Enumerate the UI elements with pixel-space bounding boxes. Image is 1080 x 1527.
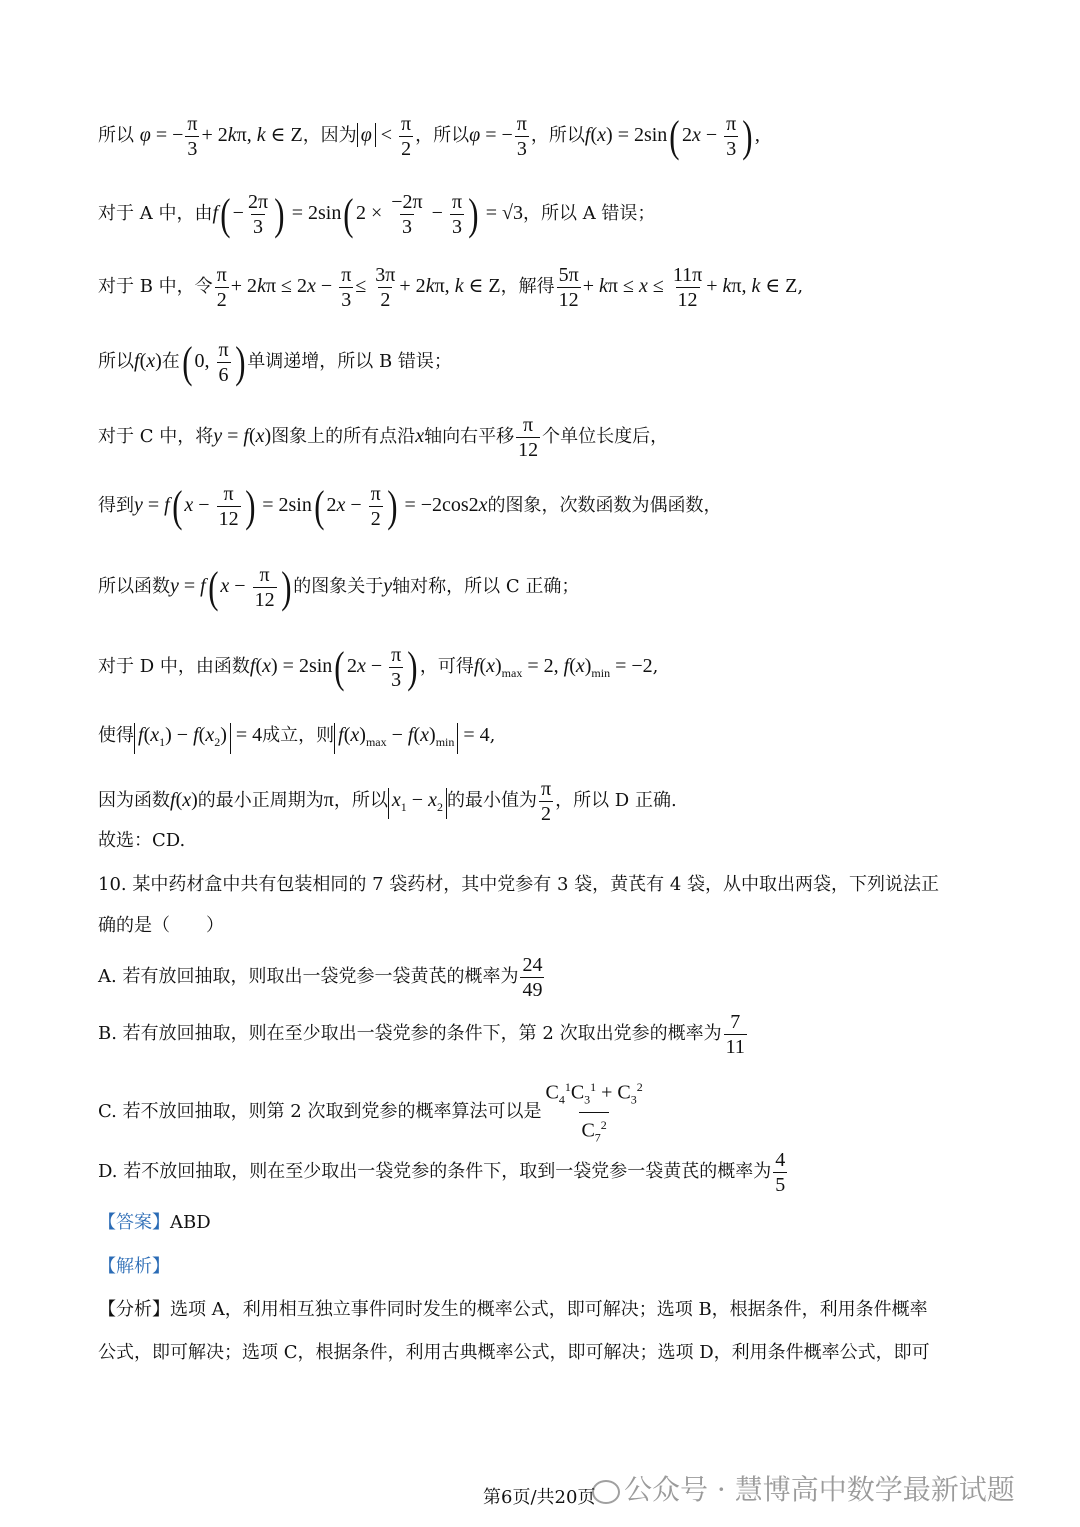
watermark: 公众号 · 慧博高中数学最新试题 <box>592 1468 1015 1508</box>
analysis-sub-tag: 【分析】 <box>98 1299 170 1320</box>
line-monotone: 所以f(x)在( 0, $\frac{\pi}{6}$ ) 单调递增，所以 B 错误； <box>98 337 452 387</box>
line-option-c: 对于 C 中，将y = f(x)图象上的所有点沿x轴向右平移 $\frac{\pi}{12}$ 个单位长度后， <box>98 414 669 461</box>
line-period: 因为函数f(x)的最小正周期为π，所以 $x_1 - x_2$ 的最小值为 $\frac{\pi}{2}$ ，所以 D 正确. <box>98 778 677 825</box>
line-option-a: 对于 A 中，由f( − $\frac{2\pi}{3}$ ) = 2sin( 2 × $\frac{-2\pi}{3}$ − $\frac{\pi}{3}$ ) = √3，所以 A 错误； <box>98 189 656 239</box>
answer-value: ABD <box>170 1212 211 1233</box>
option-b: B. 若有放回抽取，则在至少取出一袋党参的条件下，第 2 次取出党参的概率为 $\frac{7}{11}$ <box>98 1011 745 1058</box>
wechat-icon <box>592 1480 620 1504</box>
analysis-line-1: 【分析】选项 A，利用相互独立事件同时发生的概率公式，即可解决；选项 B，根据条件，利用条件概率 <box>98 1299 928 1320</box>
question-10-stem-cont: 确的是（ ） <box>98 915 224 936</box>
line-option-d: 对于 D 中，由函数f(x) = 2sin( 2x − $\frac{\pi}{3}$ ) ，可得$f(x)_{max} = 2$, $f(x)_{min} = -2$, <box>98 642 659 692</box>
question-10-stem: 10. 某中药材盒中共有包装相同的 7 袋药材，其中党参有 3 袋，黄芪有 4 袋，从中取出两袋，下列说法正 <box>98 874 940 895</box>
line-symmetry: 所以函数y = f( x − $\frac{\pi}{12}$ ) 的图象关于y轴对称，所以 C 正确； <box>98 562 580 612</box>
option-d: D. 若不放回抽取，则在至少取出一袋党参的条件下，取到一袋党参一袋黄芪的概率为 $\frac{4}{5}$ <box>98 1149 786 1196</box>
analysis-tag: 【解析】 <box>98 1256 170 1277</box>
line-difference: 使得 $f(x_1) - f(x_2) = 4$成立，则 $f(x)_{max} - f(x)_{min} = 4$, <box>98 723 495 754</box>
line-shift-result: 得到y = f( x − $\frac{\pi}{12}$ ) = 2sin( 2x − $\frac{\pi}{2}$ ) = −2cos2x的图象，次数函数为偶函数， <box>98 481 722 531</box>
answer-tag: 【答案】 <box>98 1212 170 1233</box>
option-a: A. 若有放回抽取，则取出一袋党参一袋黄芪的概率为 $\frac{24}{49}$ <box>98 954 543 1001</box>
page-footer: 第6页/共20页 <box>483 1487 596 1508</box>
analysis-line-2: 公式，即可解决；选项 C，根据条件，利用古典概率公式，即可解决；选项 D，利用条件概率公式，即可 <box>98 1342 930 1363</box>
answer-line <box>98 1212 211 1234</box>
line-phi: 所以 φ = − $\frac{\pi}{3}$ + 2kπ, k ∈ Z，因为 φ < $\frac{\pi}{2}$ ，所以φ = − $\frac{\pi}{3}$ ，所以f(x) = 2sin( 2x − $\frac{\pi}{3}$ ) , <box>98 111 760 161</box>
option-c: C. 若不放回抽取，则第 2 次取到党参的概率算法可以是 $\frac{C_4^1C_3^1 + C_3^2}{C_7^2}$ <box>98 1075 647 1149</box>
line-choice: 故选：CD. <box>98 830 186 851</box>
line-option-b: 对于 B 中，令 $\frac{\pi}{2}$ + 2kπ ≤ 2x − $\frac{\pi}{3}$ ≤ $\frac{3\pi}{2}$ + 2kπ, k ∈ Z，解得 $\frac{5\pi}{12}$ + kπ ≤ x ≤ $\frac{11\pi}{12}$ + kπ, k ∈ Z, <box>98 264 804 311</box>
